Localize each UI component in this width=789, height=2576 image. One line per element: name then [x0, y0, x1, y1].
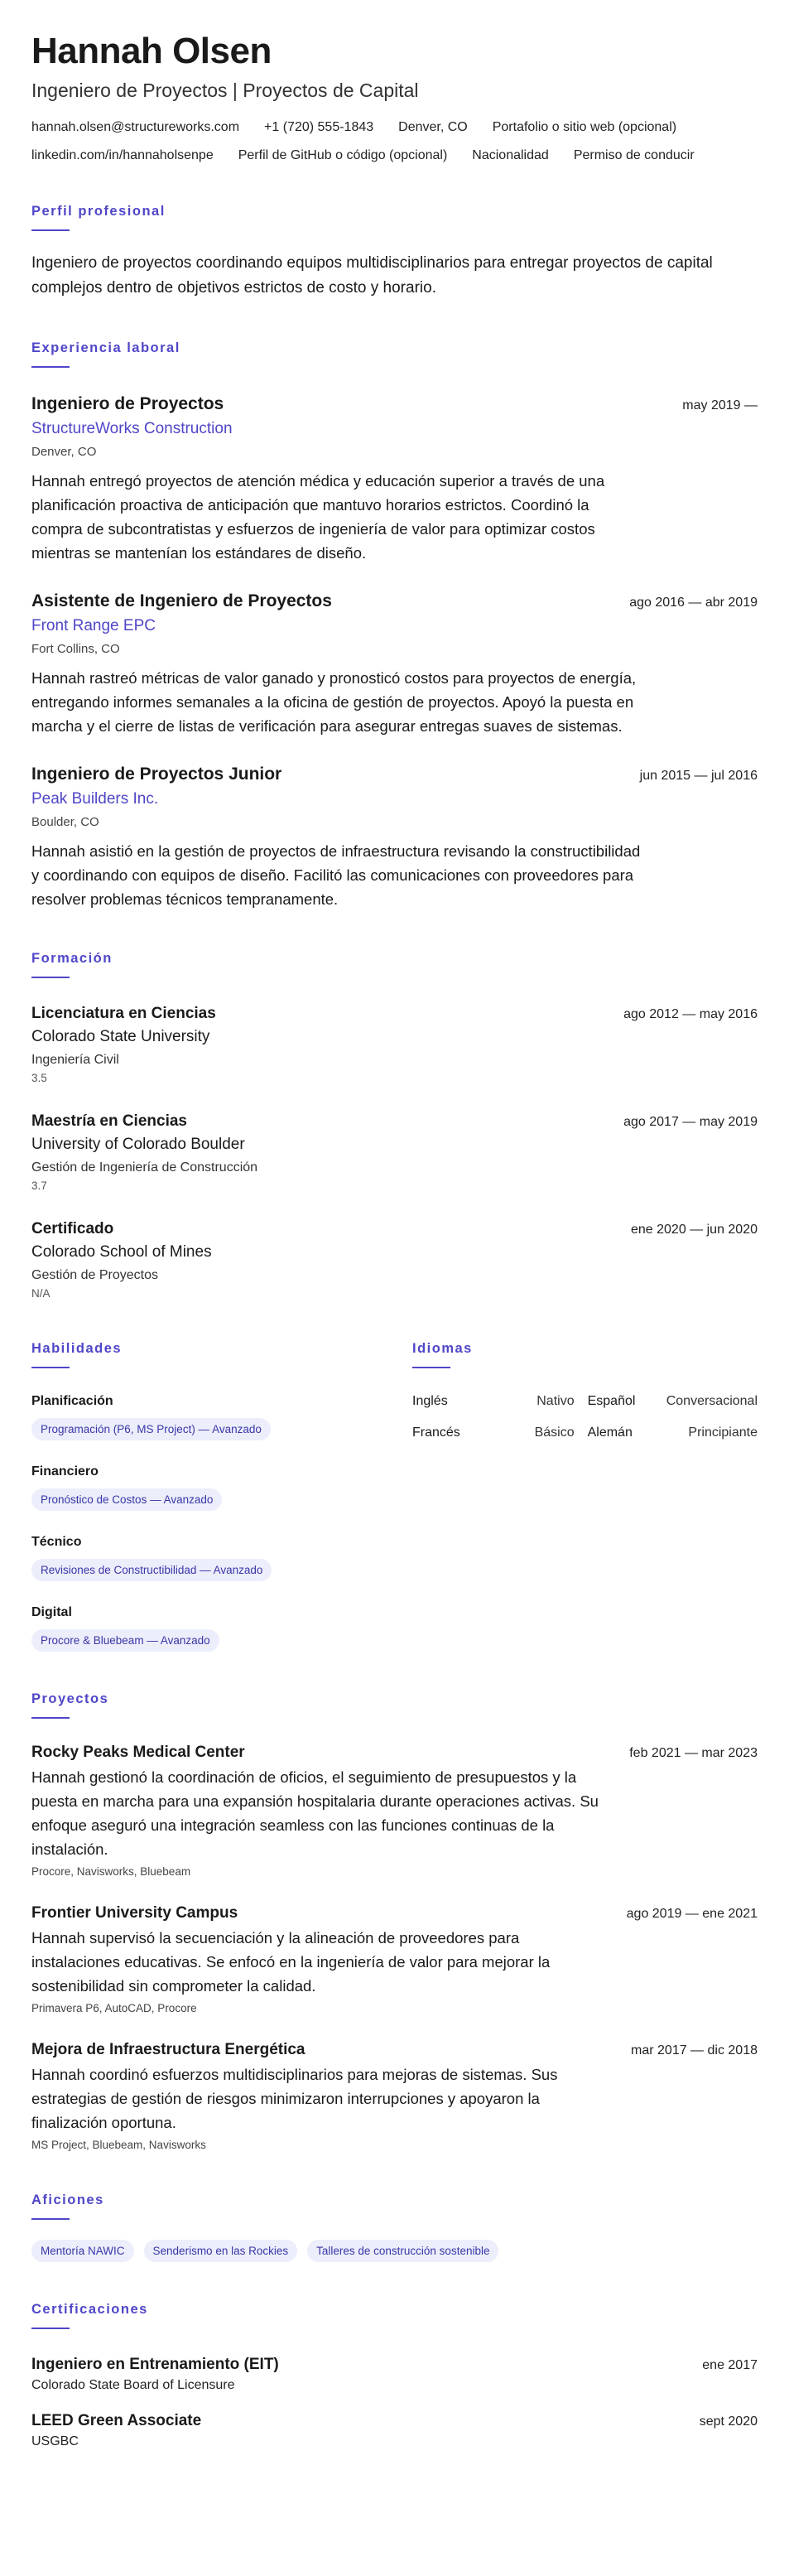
job-location: Fort Collins, CO	[31, 642, 120, 656]
field-of-study: Gestión de Ingeniería de Construcción	[31, 1160, 258, 1175]
certification-date: ene 2017	[702, 2358, 758, 2372]
certification-name: Ingeniero en Entrenamiento (EIT)	[31, 2356, 279, 2373]
job-description: Hannah entregó proyectos de atención médica y educación superior a través de una planificación proactiva de anticipación que mantuvo horarios estrictos. Coordinó la compra de subcontratistas y esfuerzos de ingeniería de valor para optimizar costos mientras se mantenían los estándares de diseño.	[31, 472, 605, 562]
job-title: Ingeniero de Proyectos	[31, 394, 224, 413]
project-name: Mejora de Infraestructura Energética	[31, 2041, 305, 2058]
hobby-list	[31, 2240, 758, 2262]
section-divider	[31, 366, 70, 368]
project-date: ago 2019 — ene 2021	[626, 1907, 758, 1921]
skill-category: Financiero	[31, 1464, 99, 1479]
job-title: Ingeniero de Proyectos Junior	[31, 765, 282, 784]
hobby-chip: Talleres de construcción sostenible	[307, 2240, 498, 2262]
project-item	[31, 1742, 758, 1879]
section-title: Certificaciones	[31, 2302, 148, 2317]
education-item	[31, 1218, 758, 1301]
skill-chip: Revisiones de Constructibilidad — Avanzado	[31, 1559, 272, 1581]
skills-languages-row	[31, 1341, 758, 1652]
projects-section	[31, 1691, 758, 2153]
contact-email[interactable]: hannah.olsen@structureworks.com	[31, 120, 240, 134]
language-name: Español	[587, 1394, 636, 1408]
candidate-name: Hannah Olsen	[31, 31, 272, 71]
experience-item	[31, 393, 758, 565]
certification-item	[31, 2410, 758, 2450]
degree: Licenciatura en Ciencias	[31, 1005, 216, 1022]
certification-item	[31, 2354, 758, 2394]
section-title: Habilidades	[31, 1341, 123, 1356]
language-level: Nativo	[536, 1394, 575, 1408]
education-section	[31, 951, 758, 1301]
job-company: Peak Builders Inc.	[31, 790, 159, 808]
skill-category: Planificación	[31, 1394, 113, 1408]
skills-section	[31, 1341, 412, 1652]
contact-linkedin[interactable]: linkedin.com/in/hannaholsenpe	[31, 148, 214, 162]
project-description: Hannah supervisó la secuenciación y la alineación de proveedores para instalaciones educativas. Se enfocó en la ingeniería de valor para mejorar la sostenibilidad sin comprometer la calidad.	[31, 1929, 551, 1995]
experience-item	[31, 590, 758, 738]
section-divider	[31, 1717, 70, 1719]
project-item	[31, 2039, 758, 2153]
contact-location: Denver, CO	[398, 120, 468, 134]
skill-chip: Programación (P6, MS Project) — Avanzado	[31, 1418, 271, 1440]
job-company: StructureWorks Construction	[31, 420, 233, 437]
job-title: Asistente de Ingeniero de Proyectos	[31, 591, 332, 610]
contact-driving-license: Permiso de conducir	[573, 148, 695, 162]
school: Colorado State University	[31, 1028, 210, 1045]
section-divider	[31, 229, 70, 231]
project-tools: Primavera P6, AutoCAD, Procore	[31, 2002, 197, 2014]
contact-phone[interactable]: +1 (720) 555-1843	[264, 120, 374, 134]
candidate-headline: Ingeniero de Proyectos | Proyectos de Capital	[31, 80, 419, 101]
section-title: Experiencia laboral	[31, 340, 180, 355]
section-title: Idiomas	[412, 1341, 473, 1356]
job-date: ago 2016 — abr 2019	[629, 596, 758, 610]
school: University of Colorado Boulder	[31, 1136, 245, 1153]
hobby-chip: Senderismo en las Rockies	[144, 2240, 298, 2262]
languages-section	[412, 1341, 758, 1652]
job-description: Hannah rastreó métricas de valor ganado y pronosticó costos para proyectos de energía, entregando informes semanales a la oficina de gestión de proyectos. Apoyó la puesta en marcha y el cierre de listas de verificación para asegurar entregas suaves de sistemas.	[31, 669, 637, 735]
project-description: Hannah gestionó la coordinación de oficios, el seguimiento de presupuestos y la puesta en marcha para una expansión hospitalaria durante operaciones activas. Su enfoque aseguró una integración seamless con las funciones continuas de la instalación.	[31, 1768, 599, 1858]
language-name: Inglés	[412, 1394, 448, 1408]
job-date: jun 2015 — jul 2016	[639, 769, 758, 783]
section-divider	[31, 977, 70, 978]
project-tools: Procore, Navisworks, Bluebeam	[31, 1865, 191, 1878]
language-name: Francés	[412, 1425, 460, 1440]
grade: 3.7	[31, 1179, 47, 1192]
grade: 3.5	[31, 1072, 47, 1084]
field-of-study: Gestión de Proyectos	[31, 1268, 158, 1282]
experience-item	[31, 763, 758, 911]
education-item	[31, 1111, 758, 1194]
skill-chip: Pronóstico de Costos — Avanzado	[31, 1488, 222, 1511]
job-date: may 2019 —	[682, 398, 758, 412]
project-item	[31, 1903, 758, 2016]
section-divider	[31, 1367, 70, 1368]
hobby-chip: Mentoría NAWIC	[31, 2240, 134, 2262]
education-date: ago 2017 — may 2019	[623, 1115, 758, 1129]
degree: Certificado	[31, 1220, 114, 1237]
project-tools: MS Project, Bluebeam, Navisworks	[31, 2139, 206, 2151]
education-date: ene 2020 — jun 2020	[630, 1223, 758, 1237]
school: Colorado School of Mines	[31, 1243, 212, 1261]
project-name: Rocky Peaks Medical Center	[31, 1744, 245, 1761]
language-level: Básico	[534, 1425, 575, 1440]
job-description: Hannah asistió en la gestión de proyectos de infraestructura revisando la constructibilidad y coordinando con equipos de diseño. Facilitó las comunicaciones con proveedores para resolver problemas técnicos tempranamente.	[31, 842, 641, 908]
certification-name: LEED Green Associate	[31, 2412, 202, 2429]
job-location: Boulder, CO	[31, 815, 99, 829]
language-level: Conversacional	[666, 1394, 758, 1408]
contact-github[interactable]: Perfil de GitHub o código (opcional)	[238, 148, 448, 162]
experience-section	[31, 340, 758, 911]
resume-header	[31, 30, 758, 164]
job-location: Denver, CO	[31, 445, 97, 459]
project-date: feb 2021 — mar 2023	[629, 1746, 758, 1760]
skill-category: Técnico	[31, 1535, 82, 1549]
profile-section	[31, 204, 758, 301]
degree: Maestría en Ciencias	[31, 1112, 187, 1130]
project-name: Frontier University Campus	[31, 1904, 238, 1922]
project-description: Hannah coordinó esfuerzos multidisciplinarios para mejoras de sistemas. Sus estrategias de gestión de riesgos minimizaron interrupciones y apoyaron la finalización oportuna.	[31, 2066, 558, 2131]
skill-chip: Procore & Bluebeam — Avanzado	[31, 1629, 219, 1652]
section-divider	[31, 2218, 70, 2220]
skill-category: Digital	[31, 1605, 72, 1619]
profile-summary: Ingeniero de proyectos coordinando equipos multidisciplinarios para entregar proyectos de capital complejos dentro de objetivos estrictos de costo y horario.	[31, 254, 713, 297]
hobbies-section	[31, 2192, 758, 2262]
field-of-study: Ingeniería Civil	[31, 1053, 119, 1067]
education-date: ago 2012 — may 2016	[623, 1007, 758, 1021]
certification-date: sept 2020	[699, 2414, 758, 2429]
certification-issuer: Colorado State Board of Licensure	[31, 2378, 235, 2392]
language-list	[412, 1393, 758, 1441]
project-date: mar 2017 — dic 2018	[631, 2043, 758, 2057]
contact-portfolio[interactable]: Portafolio o sitio web (opcional)	[492, 120, 677, 134]
language-name: Alemán	[587, 1425, 633, 1440]
education-item	[31, 1003, 758, 1086]
section-title: Formación	[31, 951, 113, 966]
section-title: Aficiones	[31, 2192, 104, 2207]
section-divider	[412, 1367, 450, 1368]
contact-list	[31, 119, 758, 164]
language-level: Principiante	[688, 1425, 758, 1440]
section-title: Perfil profesional	[31, 204, 166, 219]
grade: N/A	[31, 1287, 51, 1300]
job-company: Front Range EPC	[31, 617, 156, 634]
contact-nationality: Nacionalidad	[472, 148, 549, 162]
certification-issuer: USGBC	[31, 2434, 79, 2448]
section-divider	[31, 2328, 70, 2329]
certifications-section	[31, 2302, 758, 2450]
section-title: Proyectos	[31, 1691, 109, 1706]
